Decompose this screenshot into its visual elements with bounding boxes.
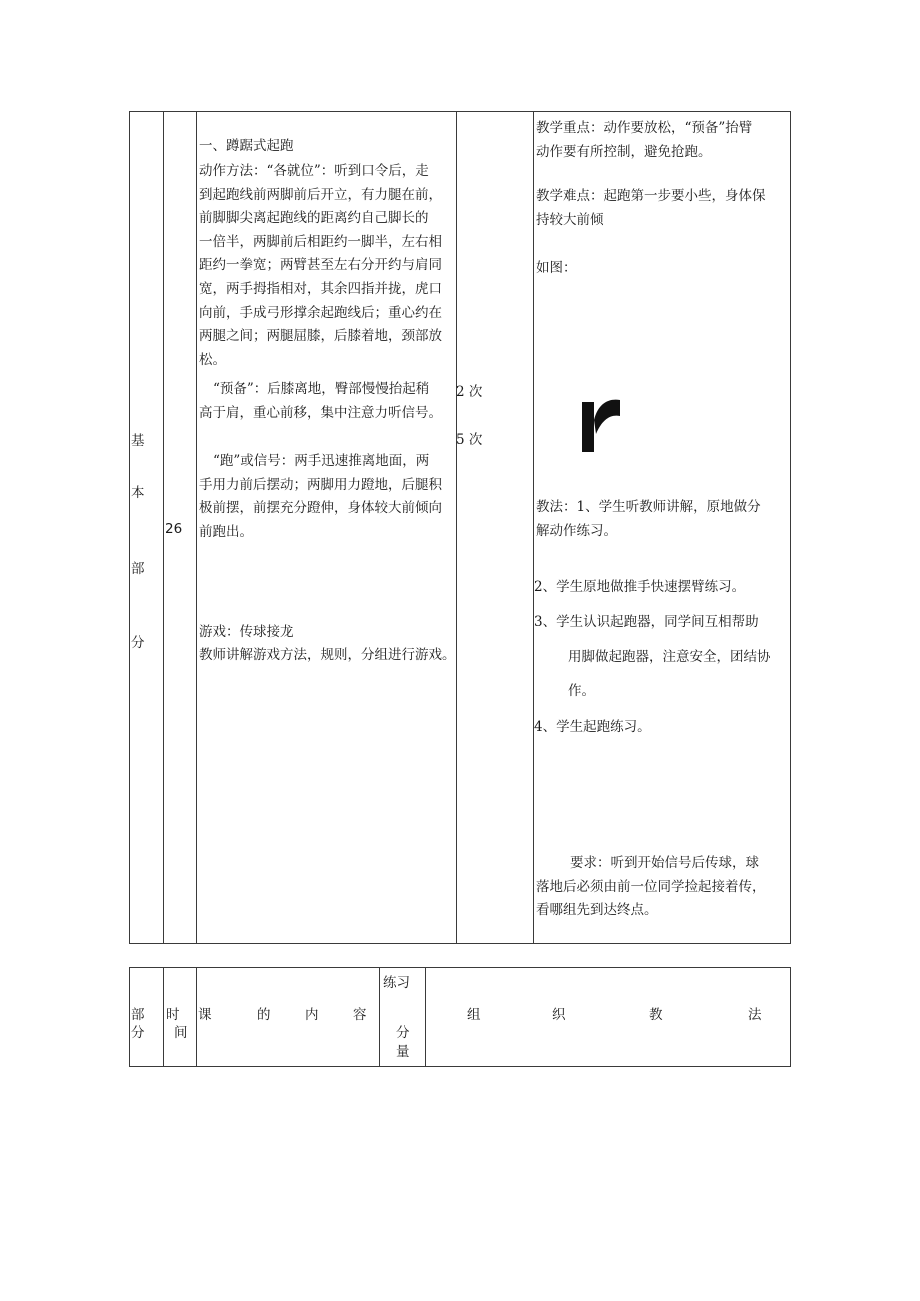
run-paragraph <box>199 450 457 544</box>
text-line: 向前，手成弓形撑余起跑线后；重心约在 <box>199 304 442 321</box>
section-char: 部 <box>131 561 145 577</box>
step-3-line: 作。 <box>568 683 595 699</box>
header-char: 课 <box>198 1007 212 1023</box>
header-char: 分 <box>131 1025 145 1041</box>
section-char: 基 <box>131 433 145 449</box>
time-value: 26 <box>165 521 183 537</box>
header-char: 容 <box>353 1007 367 1023</box>
text-line: 教学难点：起跑第一步要小些，身体保 <box>536 188 766 204</box>
step-3-line: 3、学生认识起跑器，同学间互相帮助 <box>534 614 759 630</box>
content-heading: 一、蹲踞式起跑 <box>199 138 294 154</box>
text-line: 教法：1、学生听教师讲解，原地做分 <box>536 499 761 515</box>
text-line: 到起跑线前两脚前后开立，有力腿在前， <box>199 186 442 203</box>
text-line: 松。 <box>199 351 226 368</box>
section-char: 分 <box>131 635 145 651</box>
section-char: 本 <box>131 485 145 501</box>
text-line: 宽，两手拇指相对，其余四指并拢，虎口 <box>199 280 442 297</box>
practice-count: 2 次 <box>456 384 483 400</box>
step-2: 2、学生原地做推手快速摆臂练习。 <box>534 579 746 595</box>
header-char: 时 <box>166 1007 180 1023</box>
figure-arm <box>594 400 620 434</box>
header-char: 间 <box>174 1025 188 1041</box>
figure-label: 如图： <box>536 260 577 276</box>
text-line: “跑”或信号：两手迅速推离地面，两 <box>213 453 430 469</box>
difficulty-point <box>536 185 790 232</box>
text-line: 要求：听到开始信号后传球，球 <box>570 855 759 871</box>
text-line: 动作方法：“各就位”：听到口令后，走 <box>199 163 429 179</box>
step-3-line: 用脚做起跑器，注意安全，团结协 <box>568 649 771 665</box>
game-title: 游戏：传球接龙 <box>199 624 294 640</box>
text-line: 极前摆，前摆充分蹬伸，身体较大前倾向 <box>199 500 442 517</box>
text-line: “预备”：后膝离地，臀部慢慢抬起稍 <box>213 381 430 397</box>
text-line: 解动作练习。 <box>536 522 617 539</box>
text-line: 一倍半，两脚前后相距约一脚半，左右相 <box>199 233 442 250</box>
practice-count: 5 次 <box>456 432 483 448</box>
text-line: 两腿之间；两腿屈膝，后膝着地，颈部放 <box>199 328 442 345</box>
sprinter-figure-image <box>580 394 624 456</box>
text-line: 教学重点：动作要放松，“预备”抬臂 <box>536 120 753 136</box>
step-4: 4、学生起跑练习。 <box>534 719 651 735</box>
text-line: 持较大前倾 <box>536 211 604 228</box>
figure-stem <box>582 402 594 452</box>
header-char: 部 <box>131 1007 145 1023</box>
text-line: 前脚脚尖离起跑线的距离约自己脚长的 <box>199 210 429 227</box>
header-char: 的 <box>257 1007 271 1023</box>
game-description: 教师讲解游戏方法，规则，分组进行游戏。 <box>199 647 456 663</box>
key-point <box>536 117 790 164</box>
ready-paragraph <box>199 378 457 425</box>
text-line: 落地后必须由前一位同学捡起接着传， <box>536 878 766 895</box>
header-char: 法 <box>748 1007 762 1023</box>
header-char: 量 <box>396 1044 410 1060</box>
header-char: 练习 <box>383 975 410 991</box>
requirement <box>536 852 790 923</box>
header-char: 织 <box>552 1007 566 1023</box>
header-char: 内 <box>305 1007 319 1023</box>
header-char: 教 <box>649 1007 663 1023</box>
text-line: 高于肩，重心前移，集中注意力听信号。 <box>199 404 442 421</box>
text-line: 看哪组先到达终点。 <box>536 902 658 919</box>
text-line: 前跑出。 <box>199 523 253 540</box>
text-line: 距约一拳宽；两臂甚至左右分开约与肩同 <box>199 257 442 274</box>
text-line: 手用力前后摆动；两脚用力蹬地，后腿积 <box>199 476 442 493</box>
text-line: 动作要有所控制，避免抢跑。 <box>536 143 712 160</box>
teaching-method <box>536 496 790 543</box>
header-char: 分 <box>396 1025 410 1041</box>
header-char: 组 <box>467 1007 481 1023</box>
method-paragraph <box>199 160 457 372</box>
